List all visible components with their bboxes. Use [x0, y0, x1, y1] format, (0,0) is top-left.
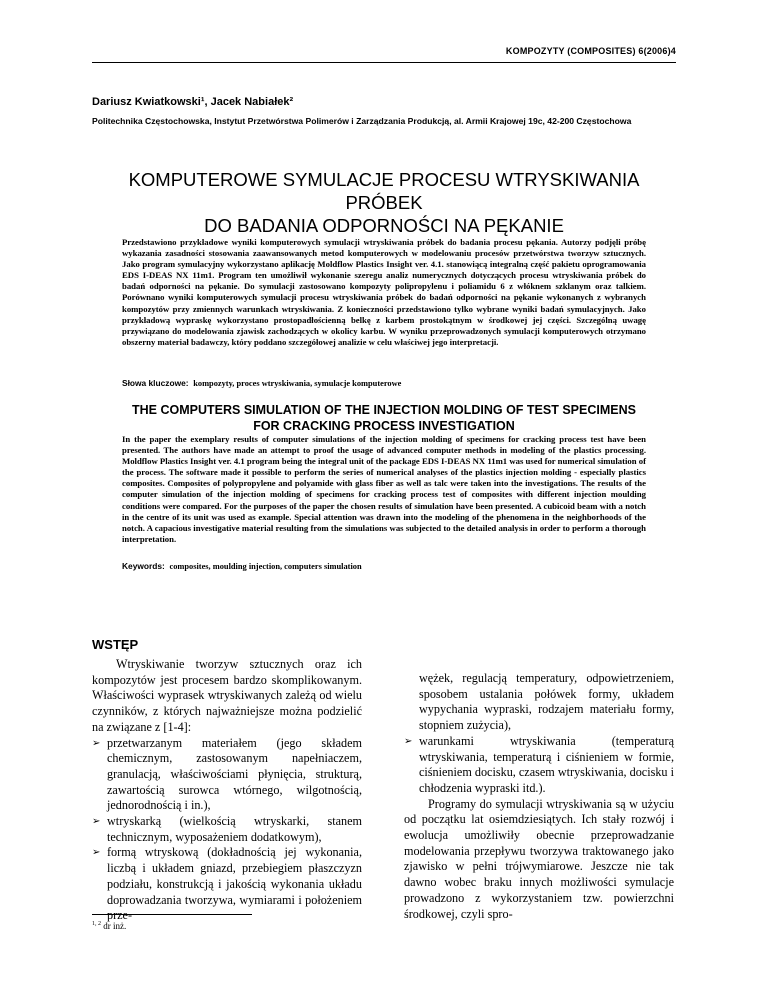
- title-polish: [92, 168, 676, 237]
- footnote: [92, 921, 126, 931]
- list-item-continuation: wężek, regulacją temperatury, odpowietrzeniem, sposobem ustalania połówek formy, układem wypychania wypraski, rodzajem materiału formy, stopniem zużycia),: [419, 671, 674, 733]
- title-polish-line1: KOMPUTEROWE SYMULACJE PROCESU WTRYSKIWANIA PRÓBEK: [128, 169, 640, 213]
- keywords-english-label: Keywords:: [122, 561, 165, 571]
- keywords-polish-value: kompozyty, proces wtryskiwania, symulacje komputerowe: [193, 379, 402, 388]
- section-title: WSTĘP: [92, 637, 139, 652]
- keywords-english-value: composites, moulding injection, computers simulation: [169, 562, 362, 571]
- right-column: [404, 671, 674, 922]
- footnote-text: dr inż.: [103, 921, 127, 931]
- header-rule: [92, 62, 676, 63]
- title-english-line1: THE COMPUTERS SIMULATION OF THE INJECTION MOLDING OF TEST SPECIMENS: [132, 403, 636, 417]
- keywords-polish: [122, 378, 401, 388]
- keywords-english: [122, 561, 362, 571]
- title-english: [92, 402, 676, 434]
- affiliation: Politechnika Częstochowska, Instytut Przetwórstwa Polimerów i Zarządzania Produkcją, al. Armii Krajowej 19c, 42-200 Częstochowa: [92, 116, 632, 126]
- list-item: ➢ wtryskarką (wielkością wtryskarki, stanem technicznym, wyposażeniem dodatkowym),: [92, 814, 362, 845]
- journal-header: KOMPOZYTY (COMPOSITES) 6(2006)4: [505, 46, 676, 56]
- intro-paragraph: Wtryskiwanie tworzyw sztucznych oraz ich kompozytów jest procesem bardzo skomplikowanym. Właściwości wyprasek wtryskiwanych zależą od wielu czynników, z których najważniejsze można podzielić na związane z [1-4]:: [92, 657, 362, 734]
- list-item: ➢ formą wtryskową (dokładnością jej wykonania, liczbą i układem gniazd, przebiegiem płaszczyzn podziału, konstrukcją i jakością wykonania układu doprowadzania tworzywa, wymiarami i położeniem prze-: [92, 845, 362, 924]
- footnote-rule: [92, 914, 252, 915]
- keywords-polish-label: Słowa kluczowe:: [122, 378, 189, 388]
- list-item: ➢ warunkami wtryskiwania (temperaturą wtryskiwania, temperaturą i ciśnieniem w formie, ciśnieniem docisku, czasem wtryskiwania, docisku i chłodzenia wypraski itd.).: [404, 734, 674, 797]
- title-english-line2: FOR CRACKING PROCESS INVESTIGATION: [253, 419, 515, 433]
- left-column: [92, 657, 362, 924]
- body-paragraph: Programy do symulacji wtryskiwania są w użyciu od początku lat osiemdziesiątych. Ich stały rozwój i ewolucja umożliwiły obecnie przeprowadzanie modelowania przepływu tworzywa traktowanego jako zjawisko w pełni trójwymiarowe. Jeszcze nie tak dawno wobec braku innych możliwości symulacje prowadzono z wykorzystaniem tzw. powierzchni środkowej, czyli spro-: [404, 796, 674, 921]
- title-polish-line2: DO BADANIA ODPORNOŚCI NA PĘKANIE: [204, 215, 564, 236]
- authors: Dariusz Kwiatkowski¹, Jacek Nabiałek²: [92, 96, 294, 108]
- footnote-marks: 1, 2: [92, 921, 101, 927]
- abstract-english: In the paper the exemplary results of computer simulations of the injection molding of specimens for cracking process test have been presented. The authors have made an attempt to proof the usage of advanced computer methods in modeling of the plastics processing. Moldflow Plastics Insight ver. 4.1 program being the integral unit of the package EDS I-DEAS NX 11m1 was used for numerical simulation of the process. The software made it possible to perform the series of numerical analyses of the plastics injection molding - especially plastics composites. Composites of polypropylene and polyamide with glass fiber as well as talc were taken into the investigations. The results of the computer simulation of the injection molding of specimens for cracking process test of composites with different injection moulding conditions were compared. For the purposes of the paper the chosen results of simulation have been presented. A cubicoid beam with a notch in the centre of its unit was used as example. Special attention was drawn into the modeling of the phenomena in the neighborhoods of the notch. A capacious investigative material resulting from the simulations was subjected to the detailed analysis in order to perform a thorough interpretation.: [122, 434, 646, 544]
- factor-list-continued: [404, 671, 674, 797]
- factor-list: [92, 736, 362, 924]
- abstract-polish: Przedstawiono przykładowe wyniki komputerowych symulacji wtryskiwania próbek do badania procesu pękania. Autorzy podjęli próbę wykazania zasadności stosowania zaawansowanych metod komputerowych w modelowaniu procesów przetwórstwa tworzyw sztucznych. Jako program symulacyjny wykorzystano aplikację Moldflow Plastics Insight ver. 4.1. stanowiącą integralną część pakietu oprogramowania EDS I-DEAS NX 11m1. Program ten umożliwił wykonanie szeregu analiz numerycznych dotyczących procesu wtryskiwania próbek do badań odporności na pękanie. Do symulacji zastosowano kompozyty polipropylenu i poliamidu 6 z włóknem szklanym oraz talkiem. Porównano wyniki komputerowych symulacji procesu wtryskiwania próbek do badań odporności na pękanie wykonanych z wybranych kompozytów przy zmiennych warunkach wtryskiwania. Z konieczności przedstawiono tylko wybrane wyniki badań symulacyjnych. Jako przykładową wypraskę wykorzystano prostopadłościenną belkę z karbem prostokątnym w środkowej jej części. Szczególną uwagę przywiązano do modelowania zjawisk zachodzących w okolicy karbu. W wyniku przeprowadzonych symulacji komputerowych otrzymano obszerny materiał badawczy, który poddano szczegółowej analizie w celu właściwej jego interpretacji.: [122, 237, 646, 347]
- list-item: ➢ przetwarzanym materiałem (jego składem chemicznym, zastosowanym napełniaczem, granulacją, właściwościami płynięcia, strukturą, zawartością surowca wtórnego, wilgotnością, jednorodnością i in.),: [92, 736, 362, 815]
